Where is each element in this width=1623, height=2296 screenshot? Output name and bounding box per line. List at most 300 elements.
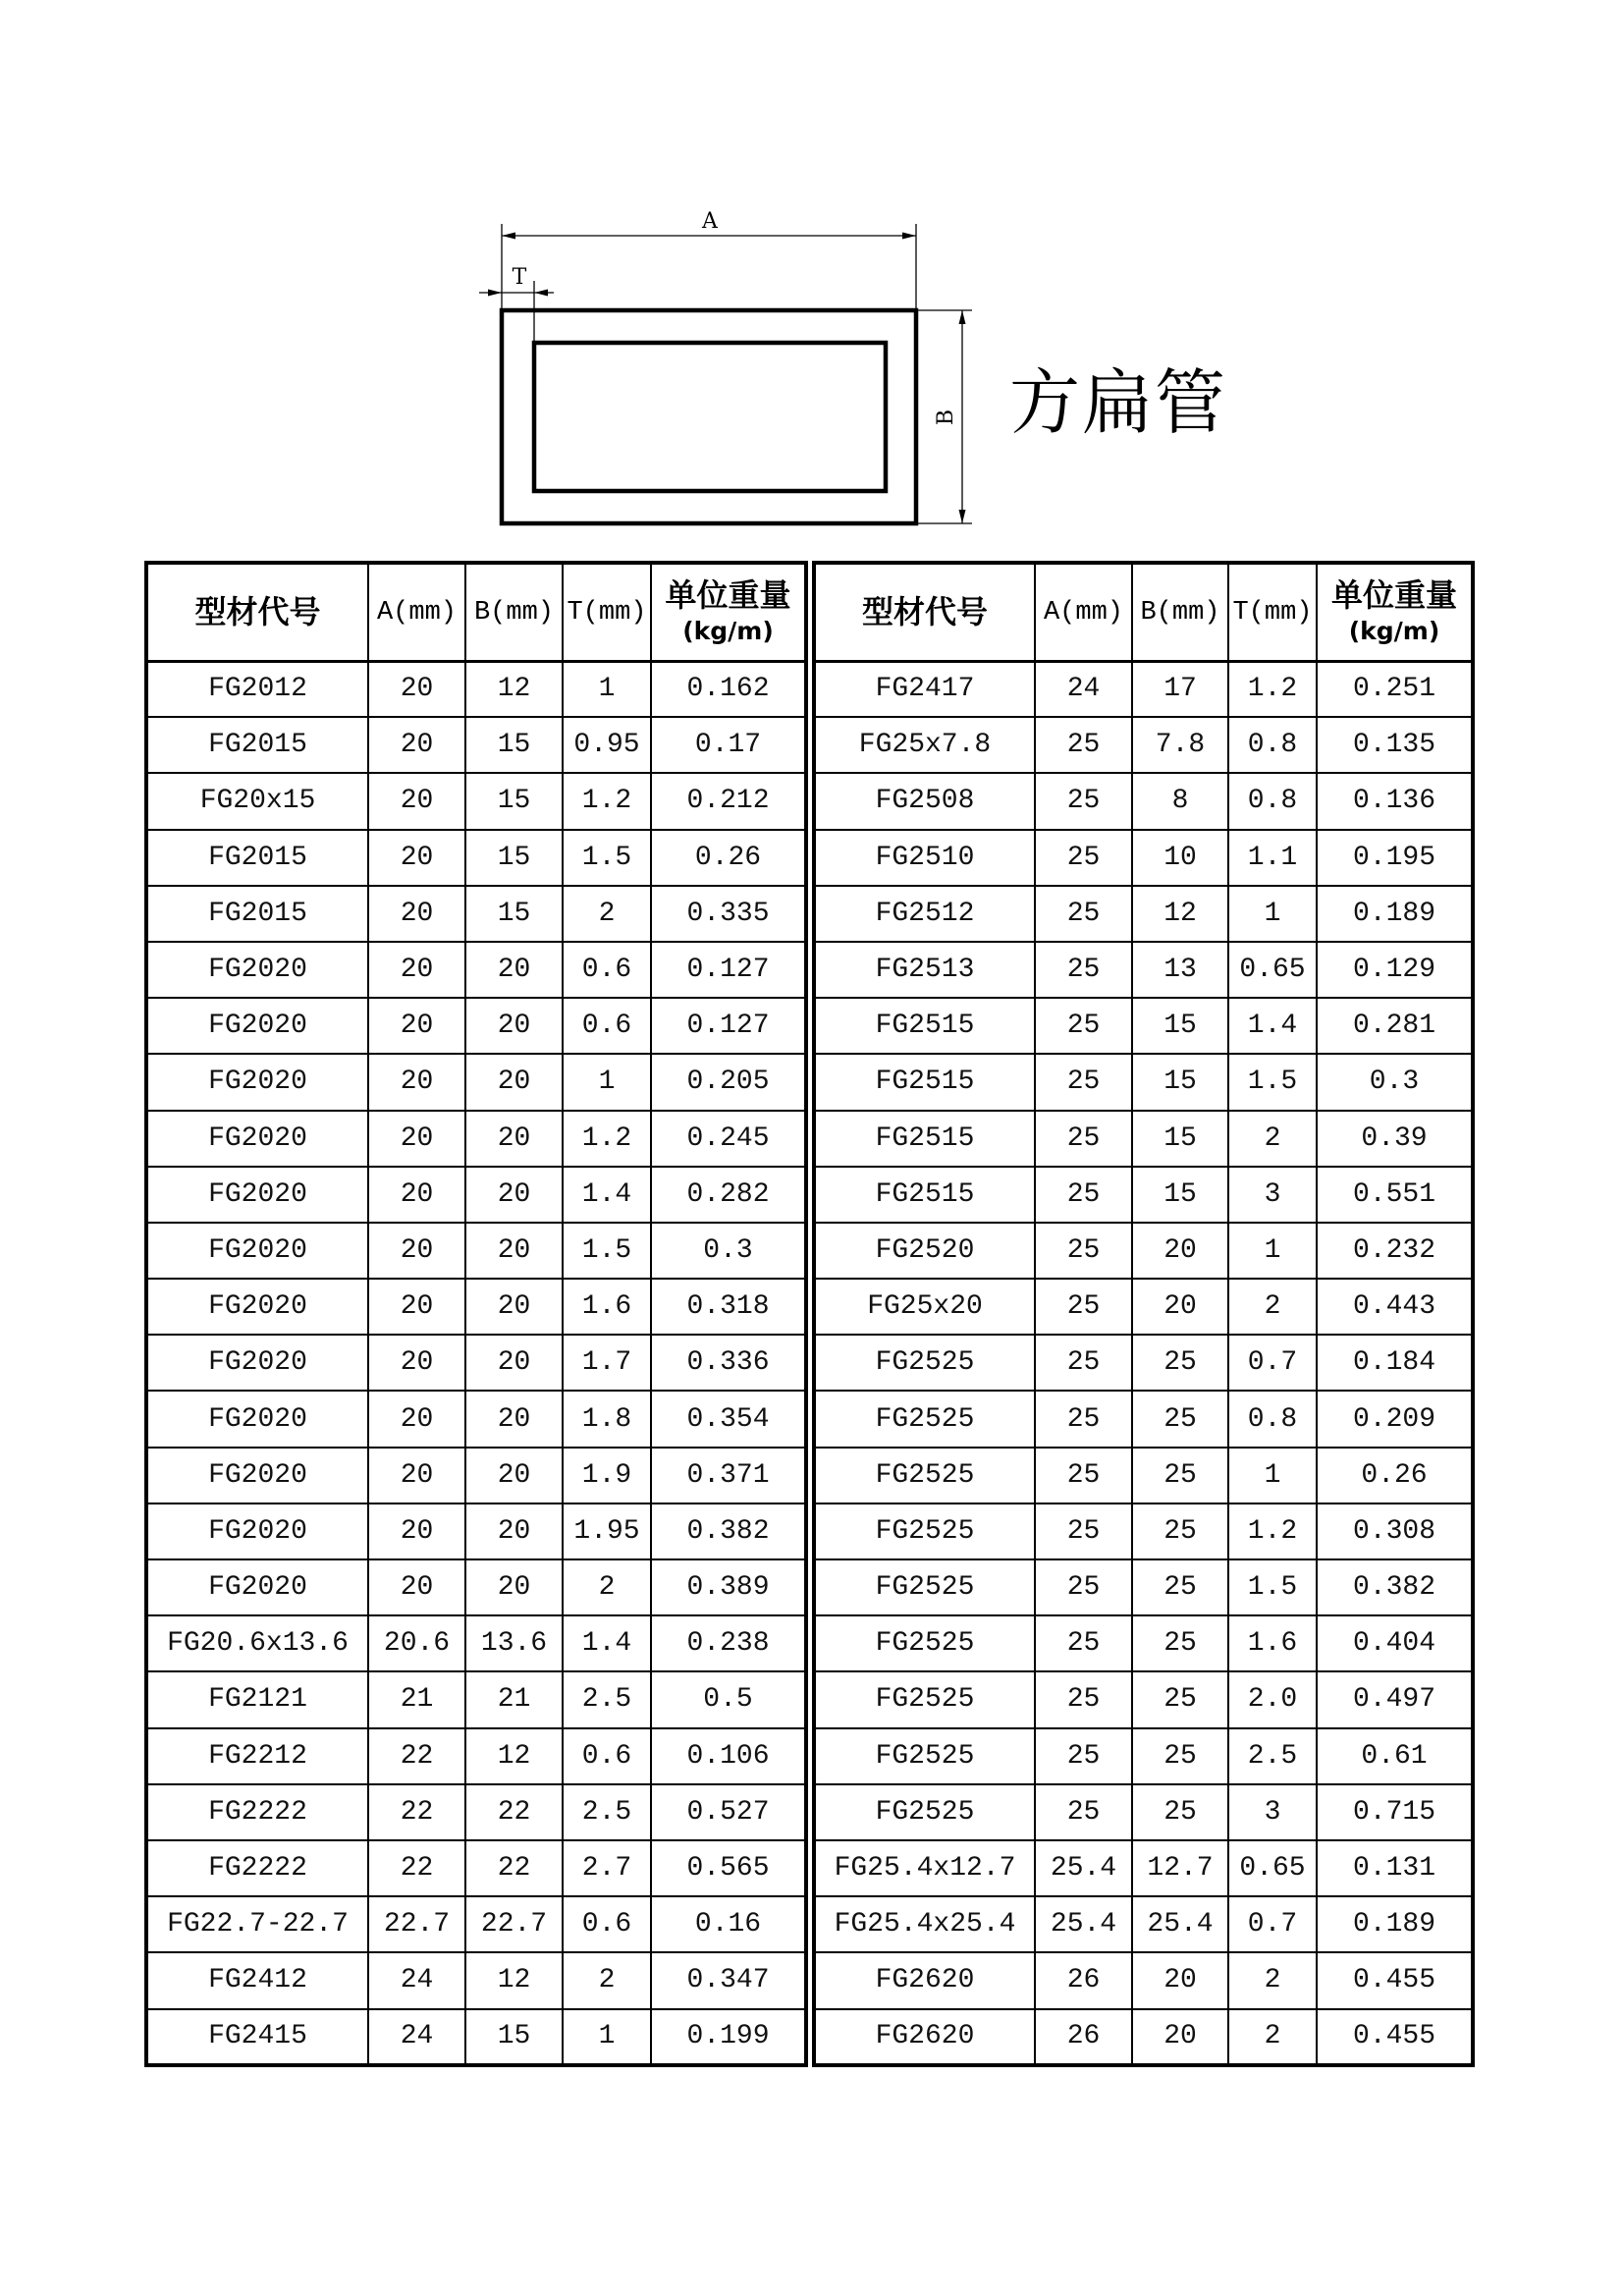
weight-cell: 0.3 <box>1317 1054 1473 1110</box>
b-cell: 25 <box>1132 1335 1228 1391</box>
t-cell: 1.2 <box>1228 1503 1317 1559</box>
code-cell: FG2525 <box>814 1335 1035 1391</box>
weight-cell: 0.443 <box>1317 1279 1473 1335</box>
a-cell: 25 <box>1035 1671 1132 1727</box>
a-cell: 22 <box>368 1728 465 1784</box>
b-cell: 20 <box>465 1559 563 1615</box>
weight-cell: 0.389 <box>651 1559 806 1615</box>
a-cell: 25 <box>1035 886 1132 942</box>
t-cell: 2.5 <box>563 1671 651 1727</box>
table-row <box>814 1054 1473 1110</box>
weight-cell: 0.39 <box>1317 1111 1473 1167</box>
table-row <box>146 1615 806 1671</box>
table-row <box>814 1671 1473 1727</box>
a-cell: 25 <box>1035 1111 1132 1167</box>
table-row <box>814 1952 1473 2008</box>
weight-cell: 0.127 <box>651 998 806 1054</box>
a-cell: 25 <box>1035 942 1132 998</box>
b-cell: 12 <box>465 1728 563 1784</box>
a-cell: 25 <box>1035 1167 1132 1223</box>
header-row <box>146 563 806 661</box>
a-cell: 20 <box>368 998 465 1054</box>
a-cell: 25 <box>1035 1728 1132 1784</box>
code-cell: FG2515 <box>814 998 1035 1054</box>
weight-cell: 0.17 <box>651 717 806 773</box>
code-cell: FG2620 <box>814 2009 1035 2065</box>
header-t-label: T(mm) <box>567 597 647 628</box>
table-row <box>146 1728 806 1784</box>
table-row <box>146 1335 806 1391</box>
t-cell: 2.5 <box>1228 1728 1317 1784</box>
a-cell: 25 <box>1035 1615 1132 1671</box>
b-cell: 25 <box>1132 1559 1228 1615</box>
a-cell: 22 <box>368 1840 465 1896</box>
a-cell: 25 <box>1035 1559 1132 1615</box>
b-cell: 15 <box>1132 1054 1228 1110</box>
a-cell: 25 <box>1035 717 1132 773</box>
code-cell: FG22.7-22.7 <box>146 1896 368 1952</box>
a-cell: 20 <box>368 1111 465 1167</box>
a-cell: 24 <box>368 1952 465 2008</box>
weight-cell: 0.131 <box>1317 1840 1473 1896</box>
table-row <box>146 717 806 773</box>
b-cell: 15 <box>1132 1167 1228 1223</box>
weight-cell: 0.245 <box>651 1111 806 1167</box>
weight-cell: 0.565 <box>651 1840 806 1896</box>
table-row <box>814 1840 1473 1896</box>
t-cell: 0.8 <box>1228 1391 1317 1447</box>
weight-cell: 0.382 <box>1317 1559 1473 1615</box>
a-cell: 25 <box>1035 1054 1132 1110</box>
b-cell: 12 <box>465 661 563 717</box>
code-cell: FG2020 <box>146 1391 368 1447</box>
weight-cell: 0.551 <box>1317 1167 1473 1223</box>
code-cell: FG2512 <box>814 886 1035 942</box>
table-row <box>814 830 1473 886</box>
b-cell: 20 <box>465 1279 563 1335</box>
weight-cell: 0.189 <box>1317 886 1473 942</box>
header-code <box>146 563 368 661</box>
code-cell: FG2020 <box>146 1335 368 1391</box>
weight-cell: 0.715 <box>1317 1784 1473 1840</box>
t-cell: 0.7 <box>1228 1896 1317 1952</box>
code-cell: FG2212 <box>146 1728 368 1784</box>
table-row <box>146 1448 806 1503</box>
b-cell: 12.7 <box>1132 1840 1228 1896</box>
t-cell: 1 <box>563 1054 651 1110</box>
table-row <box>814 1896 1473 1952</box>
a-cell: 26 <box>1035 2009 1132 2065</box>
a-cell: 25 <box>1035 1223 1132 1279</box>
code-cell: FG2020 <box>146 998 368 1054</box>
code-cell: FG2620 <box>814 1952 1035 2008</box>
t-cell: 1.5 <box>1228 1559 1317 1615</box>
b-cell: 25 <box>1132 1784 1228 1840</box>
table-row <box>146 942 806 998</box>
dimension-a <box>502 224 916 310</box>
table-row <box>814 1111 1473 1167</box>
b-cell: 20 <box>465 1391 563 1447</box>
weight-cell: 0.282 <box>651 1167 806 1223</box>
weight-cell: 0.232 <box>1317 1223 1473 1279</box>
code-cell: FG25.4x25.4 <box>814 1896 1035 1952</box>
header-t <box>1228 563 1317 661</box>
header-b-label: B(mm) <box>1140 597 1220 628</box>
b-cell: 20 <box>465 1111 563 1167</box>
t-cell: 1.95 <box>563 1503 651 1559</box>
header-a-label: A(mm) <box>1043 597 1123 628</box>
a-cell: 25 <box>1035 1503 1132 1559</box>
table-body <box>814 661 1473 2065</box>
table-row <box>146 998 806 1054</box>
a-cell: 20 <box>368 1391 465 1447</box>
cross-section-diagram <box>461 196 992 540</box>
weight-cell: 0.205 <box>651 1054 806 1110</box>
t-cell: 2 <box>563 886 651 942</box>
t-cell: 1.2 <box>563 773 651 829</box>
t-cell: 2.0 <box>1228 1671 1317 1727</box>
table-row <box>146 1896 806 1952</box>
b-cell: 25.4 <box>1132 1896 1228 1952</box>
a-cell: 24 <box>368 2009 465 2065</box>
t-cell: 3 <box>1228 1167 1317 1223</box>
table-row <box>814 1167 1473 1223</box>
t-cell: 1.2 <box>1228 661 1317 717</box>
weight-cell: 0.26 <box>1317 1448 1473 1503</box>
header-t-label: T(mm) <box>1232 597 1313 628</box>
t-cell: 1.4 <box>563 1167 651 1223</box>
table-row <box>146 1391 806 1447</box>
t-cell: 1 <box>1228 1223 1317 1279</box>
code-cell: FG2515 <box>814 1054 1035 1110</box>
t-cell: 0.6 <box>563 1896 651 1952</box>
weight-cell: 0.199 <box>651 2009 806 2065</box>
b-cell: 15 <box>1132 1111 1228 1167</box>
dimension-t-label: T <box>512 265 527 290</box>
a-cell: 20 <box>368 830 465 886</box>
a-cell: 25.4 <box>1035 1896 1132 1952</box>
header-row <box>814 563 1473 661</box>
table-row <box>814 942 1473 998</box>
t-cell: 0.6 <box>563 1728 651 1784</box>
code-cell: FG2525 <box>814 1391 1035 1447</box>
table-row <box>814 717 1473 773</box>
weight-cell: 0.455 <box>1317 1952 1473 2008</box>
table-row <box>814 1615 1473 1671</box>
weight-cell: 0.5 <box>651 1671 806 1727</box>
weight-cell: 0.497 <box>1317 1671 1473 1727</box>
spec-table-left <box>144 561 808 2067</box>
code-cell: FG2515 <box>814 1167 1035 1223</box>
header-b <box>465 563 563 661</box>
t-cell: 1 <box>1228 886 1317 942</box>
table-row <box>146 1279 806 1335</box>
t-cell: 2 <box>1228 1279 1317 1335</box>
a-cell: 20 <box>368 1223 465 1279</box>
b-cell: 20 <box>465 1054 563 1110</box>
a-cell: 25 <box>1035 1335 1132 1391</box>
code-cell: FG2222 <box>146 1784 368 1840</box>
t-cell: 1 <box>563 2009 651 2065</box>
a-cell: 20 <box>368 1167 465 1223</box>
header-code <box>814 563 1035 661</box>
code-cell: FG2020 <box>146 1279 368 1335</box>
code-cell: FG2525 <box>814 1615 1035 1671</box>
page-title: 方扁管 <box>1009 361 1228 444</box>
t-cell: 2 <box>1228 1952 1317 2008</box>
header-weight-label: 单位重量 <box>1330 576 1457 615</box>
weight-cell: 0.455 <box>1317 2009 1473 2065</box>
code-cell: FG2121 <box>146 1671 368 1727</box>
weight-cell: 0.308 <box>1317 1503 1473 1559</box>
a-cell: 22 <box>368 1784 465 1840</box>
t-cell: 1.8 <box>563 1391 651 1447</box>
b-cell: 22.7 <box>465 1896 563 1952</box>
t-cell: 1 <box>563 661 651 717</box>
table-row <box>146 1223 806 1279</box>
b-cell: 15 <box>465 830 563 886</box>
b-cell: 21 <box>465 1671 563 1727</box>
code-cell: FG2015 <box>146 717 368 773</box>
weight-cell: 0.135 <box>1317 717 1473 773</box>
header-weight-unit: (kg/m) <box>1348 617 1440 646</box>
a-cell: 25 <box>1035 773 1132 829</box>
t-cell: 1.1 <box>1228 830 1317 886</box>
weight-cell: 0.382 <box>651 1503 806 1559</box>
weight-cell: 0.3 <box>651 1223 806 1279</box>
weight-cell: 0.251 <box>1317 661 1473 717</box>
a-cell: 26 <box>1035 1952 1132 2008</box>
b-cell: 15 <box>465 717 563 773</box>
b-cell: 15 <box>465 886 563 942</box>
table-row <box>146 1671 806 1727</box>
weight-cell: 0.347 <box>651 1952 806 2008</box>
t-cell: 0.6 <box>563 998 651 1054</box>
code-cell: FG2020 <box>146 1559 368 1615</box>
b-cell: 20 <box>1132 1279 1228 1335</box>
t-cell: 0.65 <box>1228 942 1317 998</box>
b-cell: 25 <box>1132 1728 1228 1784</box>
code-cell: FG2525 <box>814 1503 1035 1559</box>
b-cell: 20 <box>465 942 563 998</box>
a-cell: 20 <box>368 1279 465 1335</box>
code-cell: FG2020 <box>146 1054 368 1110</box>
table-row <box>814 1559 1473 1615</box>
code-cell: FG2015 <box>146 830 368 886</box>
table-row <box>814 998 1473 1054</box>
a-cell: 20 <box>368 661 465 717</box>
t-cell: 0.6 <box>563 942 651 998</box>
code-cell: FG2222 <box>146 1840 368 1896</box>
weight-cell: 0.527 <box>651 1784 806 1840</box>
table-row <box>814 1223 1473 1279</box>
b-cell: 22 <box>465 1784 563 1840</box>
t-cell: 0.8 <box>1228 717 1317 773</box>
table-row <box>146 661 806 717</box>
t-cell: 0.95 <box>563 717 651 773</box>
t-cell: 1.5 <box>563 1223 651 1279</box>
t-cell: 1.7 <box>563 1335 651 1391</box>
t-cell: 1.9 <box>563 1448 651 1503</box>
spec-table-right <box>812 561 1475 2067</box>
b-cell: 17 <box>1132 661 1228 717</box>
t-cell: 1.6 <box>563 1279 651 1335</box>
header-weight <box>1317 563 1473 661</box>
weight-cell: 0.26 <box>651 830 806 886</box>
a-cell: 25 <box>1035 1391 1132 1447</box>
weight-cell: 0.336 <box>651 1335 806 1391</box>
table-row <box>814 1391 1473 1447</box>
table-row <box>146 1840 806 1896</box>
code-cell: FG2020 <box>146 1503 368 1559</box>
code-cell: FG2020 <box>146 1167 368 1223</box>
weight-cell: 0.136 <box>1317 773 1473 829</box>
b-cell: 25 <box>1132 1448 1228 1503</box>
code-cell: FG2510 <box>814 830 1035 886</box>
code-cell: FG25x20 <box>814 1279 1035 1335</box>
code-cell: FG2417 <box>814 661 1035 717</box>
table-row <box>814 773 1473 829</box>
b-cell: 20 <box>465 1503 563 1559</box>
t-cell: 1.4 <box>563 1615 651 1671</box>
t-cell: 1.4 <box>1228 998 1317 1054</box>
header-a <box>368 563 465 661</box>
b-cell: 20 <box>465 1223 563 1279</box>
table-row <box>814 1279 1473 1335</box>
code-cell: FG2020 <box>146 1223 368 1279</box>
weight-cell: 0.371 <box>651 1448 806 1503</box>
code-cell: FG2525 <box>814 1784 1035 1840</box>
table-row <box>814 1503 1473 1559</box>
table-row <box>146 1167 806 1223</box>
table-row <box>814 661 1473 717</box>
weight-cell: 0.184 <box>1317 1335 1473 1391</box>
b-cell: 25 <box>1132 1391 1228 1447</box>
a-cell: 24 <box>1035 661 1132 717</box>
code-cell: FG20x15 <box>146 773 368 829</box>
b-cell: 15 <box>465 773 563 829</box>
t-cell: 1.6 <box>1228 1615 1317 1671</box>
a-cell: 20 <box>368 942 465 998</box>
weight-cell: 0.238 <box>651 1615 806 1671</box>
b-cell: 20 <box>1132 1223 1228 1279</box>
code-cell: FG2020 <box>146 1111 368 1167</box>
code-cell: FG2020 <box>146 942 368 998</box>
b-cell: 20 <box>465 1167 563 1223</box>
t-cell: 2.5 <box>563 1784 651 1840</box>
code-cell: FG2015 <box>146 886 368 942</box>
a-cell: 20 <box>368 1335 465 1391</box>
weight-cell: 0.61 <box>1317 1728 1473 1784</box>
table-row <box>146 1054 806 1110</box>
b-cell: 22 <box>465 1840 563 1896</box>
table-row <box>146 830 806 886</box>
header-weight-label: 单位重量 <box>665 576 791 615</box>
code-cell: FG20.6x13.6 <box>146 1615 368 1671</box>
b-cell: 25 <box>1132 1671 1228 1727</box>
code-cell: FG2520 <box>814 1223 1035 1279</box>
b-cell: 15 <box>465 2009 563 2065</box>
t-cell: 1.5 <box>1228 1054 1317 1110</box>
table-row <box>814 1335 1473 1391</box>
t-cell: 3 <box>1228 1784 1317 1840</box>
weight-cell: 0.318 <box>651 1279 806 1335</box>
a-cell: 20 <box>368 1054 465 1110</box>
b-cell: 20 <box>465 1335 563 1391</box>
weight-cell: 0.162 <box>651 661 806 717</box>
weight-cell: 0.127 <box>651 942 806 998</box>
t-cell: 2 <box>563 1559 651 1615</box>
b-cell: 15 <box>1132 998 1228 1054</box>
code-cell: FG2012 <box>146 661 368 717</box>
weight-cell: 0.106 <box>651 1728 806 1784</box>
weight-cell: 0.129 <box>1317 942 1473 998</box>
table-row <box>146 773 806 829</box>
code-cell: FG2525 <box>814 1728 1035 1784</box>
a-cell: 25 <box>1035 998 1132 1054</box>
header-code-label: 型材代号 <box>194 593 321 631</box>
a-cell: 25 <box>1035 830 1132 886</box>
a-cell: 20 <box>368 1448 465 1503</box>
weight-cell: 0.189 <box>1317 1896 1473 1952</box>
b-cell: 20 <box>1132 1952 1228 2008</box>
t-cell: 0.65 <box>1228 1840 1317 1896</box>
table-body <box>146 661 806 2065</box>
weight-cell: 0.281 <box>1317 998 1473 1054</box>
inner-profile <box>534 343 886 491</box>
t-cell: 1.2 <box>563 1111 651 1167</box>
table-row <box>146 886 806 942</box>
code-cell: FG2525 <box>814 1559 1035 1615</box>
weight-cell: 0.209 <box>1317 1391 1473 1447</box>
b-cell: 12 <box>1132 886 1228 942</box>
weight-cell: 0.335 <box>651 886 806 942</box>
b-cell: 10 <box>1132 830 1228 886</box>
t-cell: 0.8 <box>1228 773 1317 829</box>
header-code-label: 型材代号 <box>861 593 988 631</box>
code-cell: FG2412 <box>146 1952 368 2008</box>
b-cell: 25 <box>1132 1615 1228 1671</box>
code-cell: FG2415 <box>146 2009 368 2065</box>
b-cell: 20 <box>465 998 563 1054</box>
a-cell: 20 <box>368 1559 465 1615</box>
t-cell: 2 <box>563 1952 651 2008</box>
a-cell: 22.7 <box>368 1896 465 1952</box>
a-cell: 20 <box>368 717 465 773</box>
code-cell: FG25x7.8 <box>814 717 1035 773</box>
table-row <box>814 1784 1473 1840</box>
a-cell: 20 <box>368 773 465 829</box>
a-cell: 20.6 <box>368 1615 465 1671</box>
b-cell: 7.8 <box>1132 717 1228 773</box>
dimension-b-label: B <box>934 409 958 426</box>
header-weight-unit: (kg/m) <box>682 617 774 646</box>
b-cell: 12 <box>465 1952 563 2008</box>
t-cell: 1 <box>1228 1448 1317 1503</box>
code-cell: FG2508 <box>814 773 1035 829</box>
header-b-label: B(mm) <box>473 597 554 628</box>
code-cell: FG25.4x12.7 <box>814 1840 1035 1896</box>
table-row <box>814 886 1473 942</box>
code-cell: FG2515 <box>814 1111 1035 1167</box>
weight-cell: 0.16 <box>651 1896 806 1952</box>
header-t <box>563 563 651 661</box>
a-cell: 25 <box>1035 1279 1132 1335</box>
table-row <box>814 1448 1473 1503</box>
header-weight <box>651 563 806 661</box>
header-a-label: A(mm) <box>376 597 457 628</box>
code-cell: FG2525 <box>814 1671 1035 1727</box>
